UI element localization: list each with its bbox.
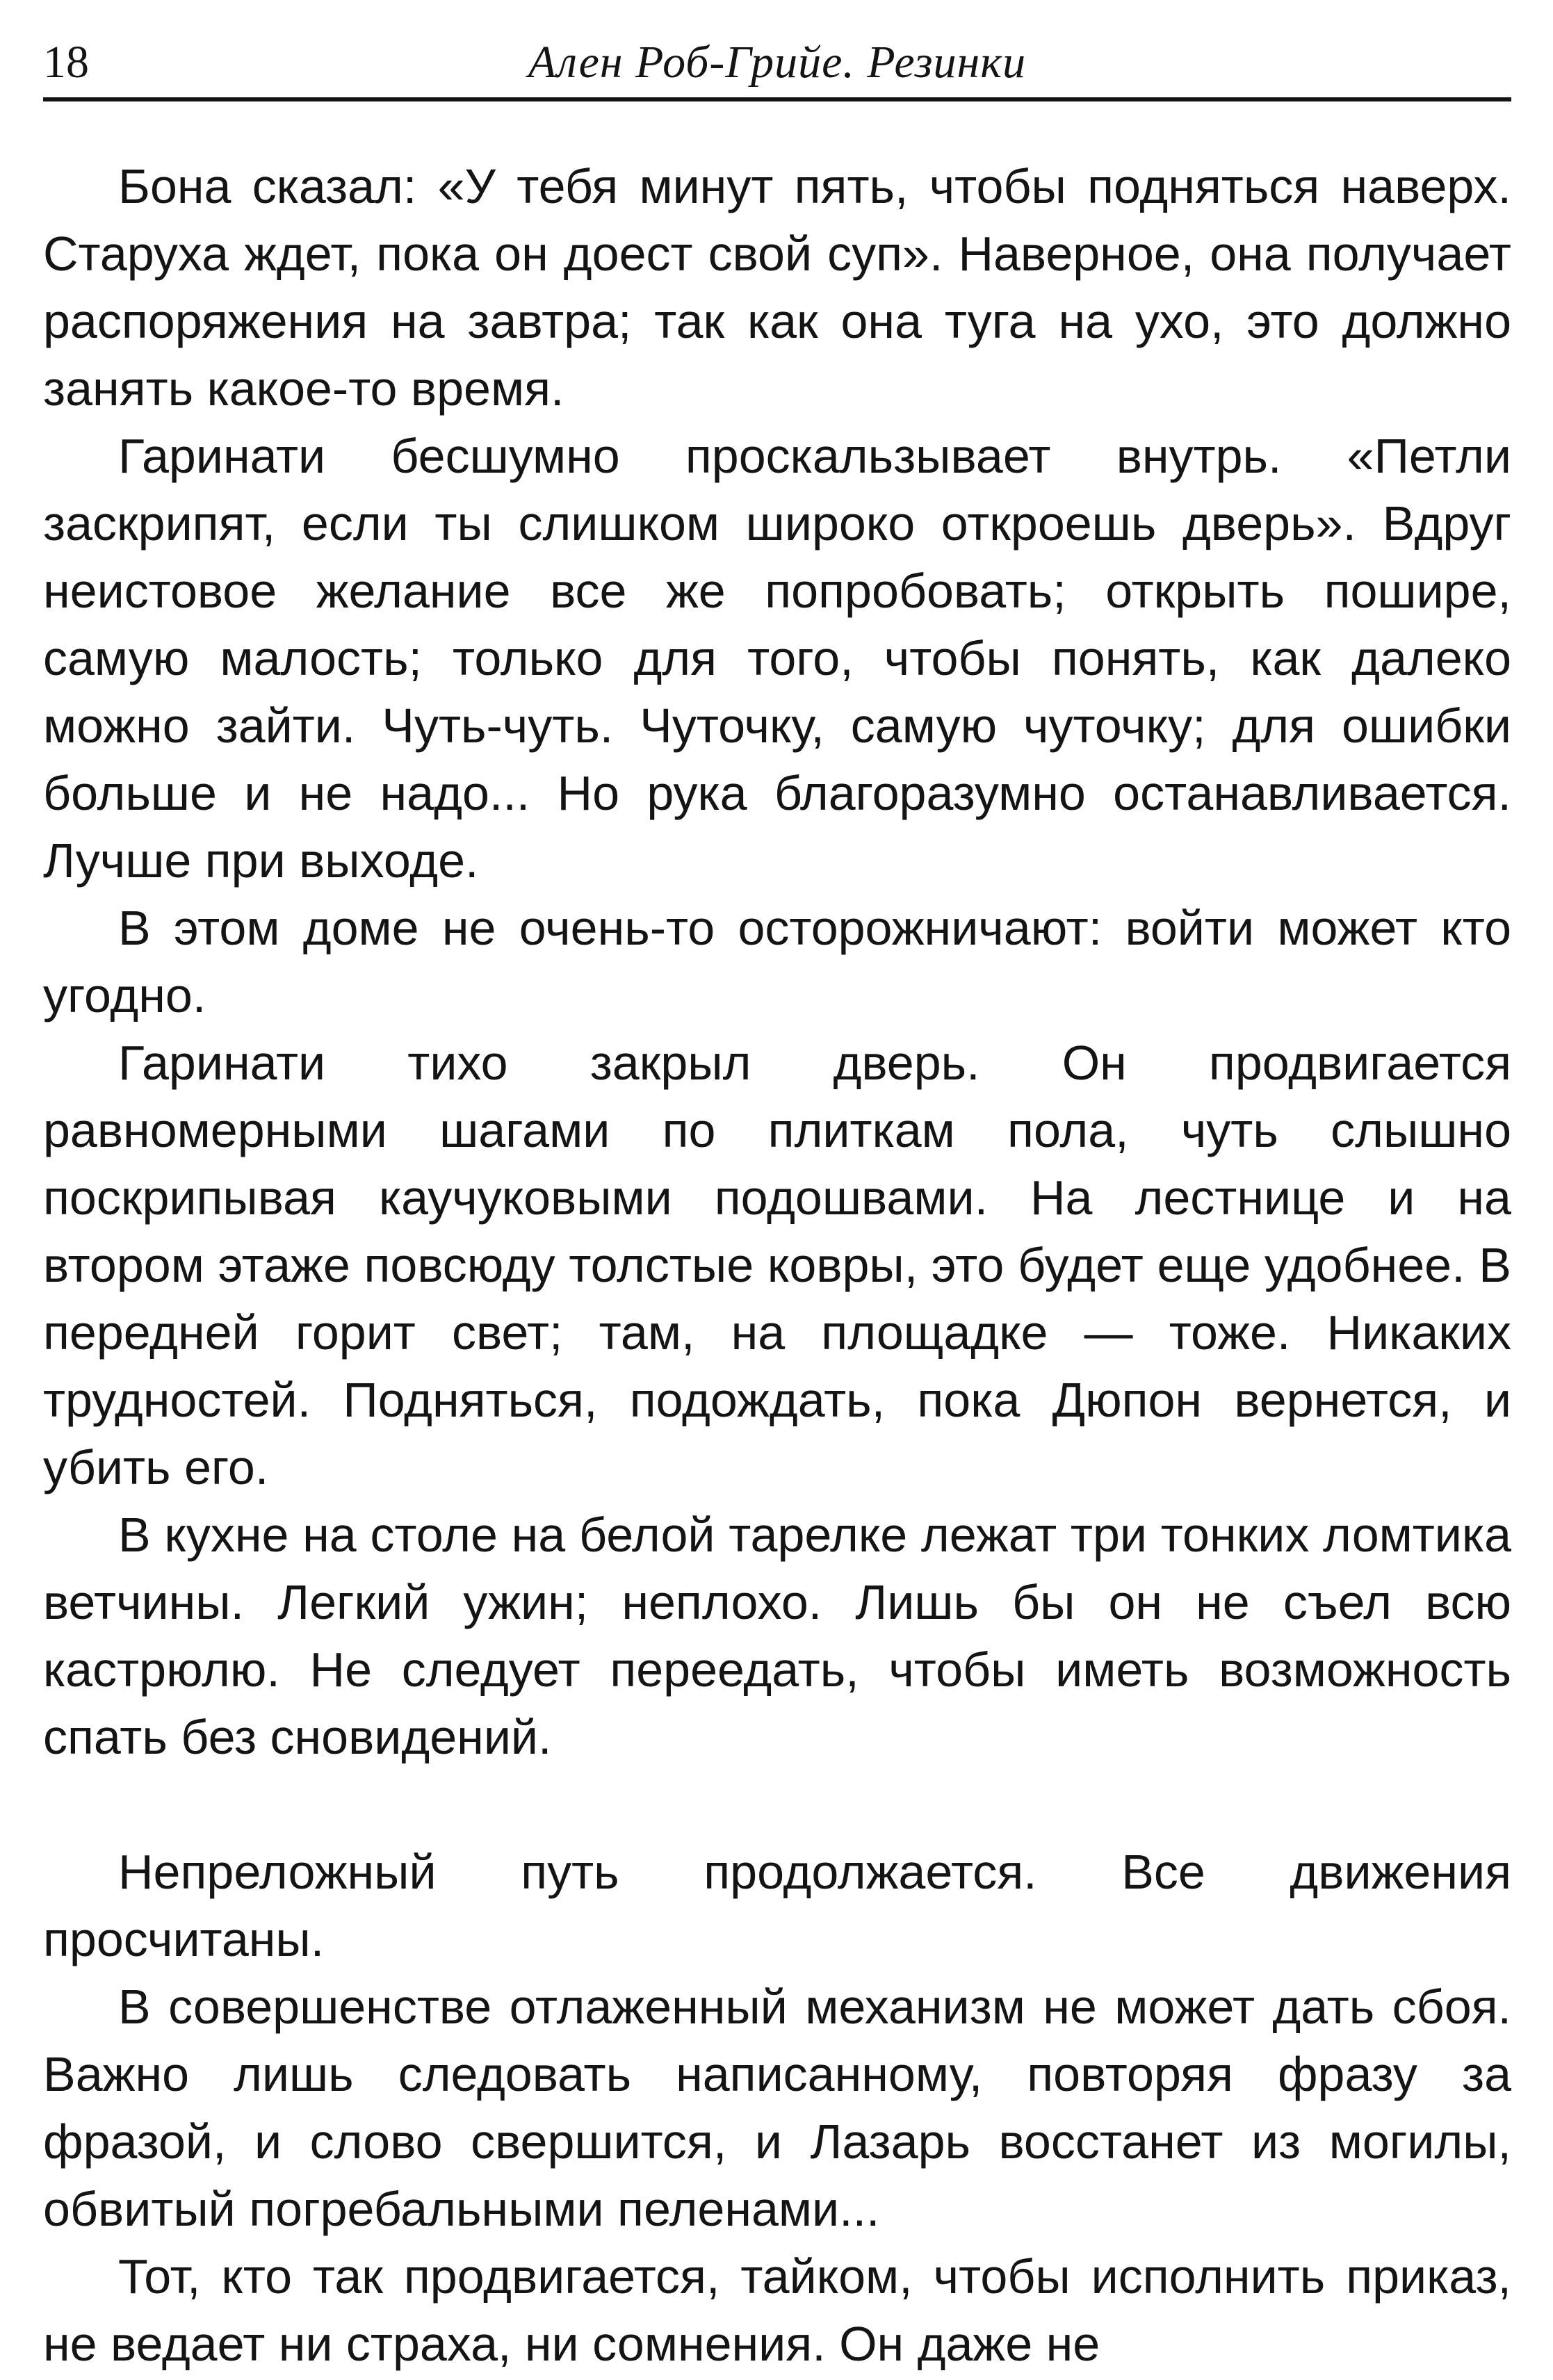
paragraph: В этом доме не очень-то осторожничают: войти может кто угодно. (43, 901, 1511, 1022)
running-title: Ален Роб-Грийе. Резинки (528, 37, 1027, 88)
page-number: 18 (43, 37, 89, 88)
paragraph: Тот, кто так продвигается, тайком, чтобы исполнить приказ, не ведает ни страха, ни сомнения. Он даже не (43, 2249, 1511, 2371)
paragraph: Бона сказал: «У тебя минут пять, чтобы подняться наверх. Старуха ждет, пока он доест свой суп». Наверное, она получает распоряжения на завтра; так как она туга на ухо, это должно занять какое-то время. (43, 159, 1511, 416)
paragraph: В кухне на столе на белой тарелке лежат три тонких ломтика ветчины. Легкий ужин; неплохо. Лишь бы он не съел всю кастрюлю. Не следует переедать, чтобы иметь возможность спать без сновидений. (43, 1508, 1511, 1764)
body-text (43, 153, 1511, 2378)
running-head (43, 21, 1511, 101)
paragraph: Непреложный путь продолжается. Все движения просчитаны. (43, 1845, 1511, 1966)
paragraph: В совершенстве отлаженный механизм не может дать сбоя. Важно лишь следовать написанному, повторяя фразу за фразой, и слово свершится, и Лазарь восстанет из могилы, обвитый погребальными пеленами... (43, 1980, 1511, 2236)
paragraph: Гаринати тихо закрыл дверь. Он продвигается равномерными шагами по плиткам пола, чуть слышно поскрипывая каучуковыми подошвами. На лестнице и на втором этаже повсюду толстые ковры, это будет еще удобнее. В передней горит свет; там, на площадке — тоже. Никаких трудностей. Подняться, подождать, пока Дюпон вернется, и убить его. (43, 1036, 1511, 1494)
paragraph: Гаринати бесшумно проскальзывает внутрь. «Петли заскрипят, если ты слишком широко откроешь дверь». Вдруг неистовое желание все же попробовать; открыть пошире, самую малость; только для того, чтобы понять, как далеко можно зайти. Чуть-чуть. Чуточку, самую чуточку; для ошибки больше и не надо... Но рука благоразумно останавливается. Лучше при выходе. (43, 429, 1511, 888)
